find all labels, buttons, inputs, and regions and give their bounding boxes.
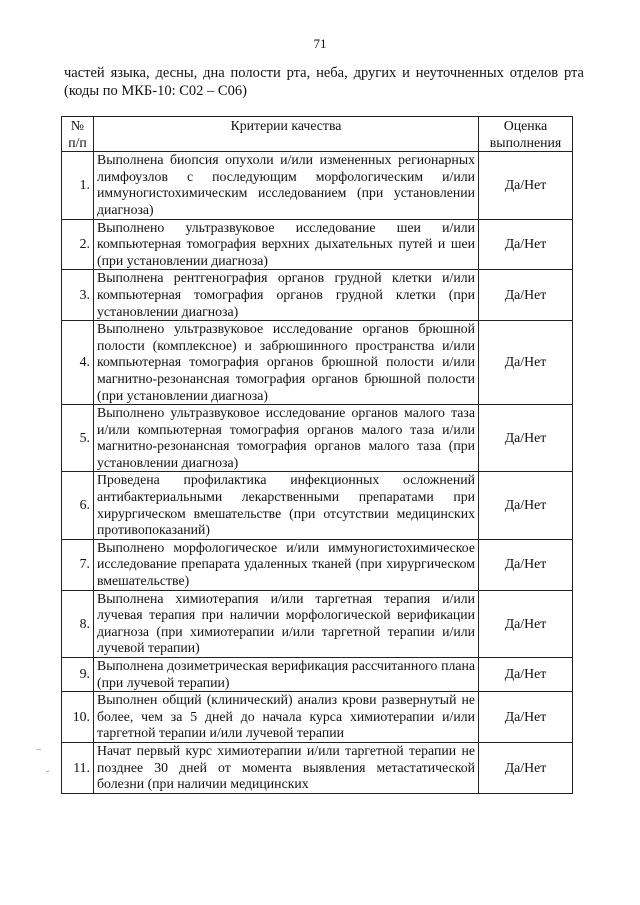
header-evaluation: Оценка выполнения (479, 117, 573, 152)
page-number: 71 (313, 36, 327, 51)
table-row (62, 152, 573, 219)
row-evaluation: Да/Нет (479, 539, 573, 590)
row-criteria: Начат первый курс химиотерапии и/или таргетной терапии не позднее 30 дней от момента выявления метастатической болезни (при наличии медицинских (94, 742, 479, 793)
table-row (62, 590, 573, 657)
header-criteria: Критерии качества (94, 117, 479, 152)
row-number: 5. (62, 405, 94, 472)
table-row (62, 658, 573, 692)
row-evaluation: Да/Нет (479, 321, 573, 405)
table-row (62, 539, 573, 590)
table-header-row (62, 117, 573, 152)
row-evaluation: Да/Нет (479, 152, 573, 219)
row-evaluation: Да/Нет (479, 658, 573, 692)
row-criteria: Выполнено ультразвуковое исследование органов малого таза и/или компьютерная томография органов малого таза и/или магнитно-резонансная томография органов малого таза (при установлении диагноза) (94, 405, 479, 472)
row-number: 9. (62, 658, 94, 692)
row-criteria: Выполнено морфологическое и/или иммуногистохимическое исследование препарата удаленных тканей (при хирургическом вмешательстве) (94, 539, 479, 590)
table-row (62, 219, 573, 270)
row-criteria: Выполнена дозиметрическая верификация рассчитанного плана (при лучевой терапии) (94, 658, 479, 692)
table-row (62, 321, 573, 405)
row-number: 11. (62, 742, 94, 793)
row-evaluation: Да/Нет (479, 472, 573, 539)
row-criteria: Выполнена химиотерапия и/или таргетная терапия и/или лучевая терапия при наличии морфологической верификации диагноза (при химиотерапии и/или таргетной терапии и/или лучевой терапии) (94, 590, 479, 657)
row-number: 2. (62, 219, 94, 270)
row-number: 7. (62, 539, 94, 590)
row-number: 6. (62, 472, 94, 539)
quality-criteria-table (61, 116, 573, 794)
row-criteria: Проведена профилактика инфекционных осложнений антибактериальными лекарственными препаратами при хирургическом вмешательстве (при отсутствии медицинских противопоказаний) (94, 472, 479, 539)
row-evaluation: Да/Нет (479, 742, 573, 793)
margin-mark: - (46, 766, 50, 777)
intro-paragraph: частей языка, десны, дна полости рта, неба, других и неуточненных отделов рта (коды по МКБ-10: С02 – С06) (64, 65, 584, 99)
row-criteria: Выполнена биопсия опухоли и/или измененных регионарных лимфоузлов с последующим морфологическим и/или иммуногистохимическим исследованием (при установлении диагноза) (94, 152, 479, 219)
row-criteria: Выполнена рентгенография органов грудной клетки и/или компьютерная томография органов грудной клетки (при установлении диагноза) (94, 270, 479, 321)
row-evaluation: Да/Нет (479, 270, 573, 321)
row-number: 1. (62, 152, 94, 219)
margin-mark: – (36, 744, 41, 755)
row-number: 3. (62, 270, 94, 321)
row-number: 8. (62, 590, 94, 657)
row-number: 10. (62, 692, 94, 743)
row-evaluation: Да/Нет (479, 405, 573, 472)
row-criteria: Выполнен общий (клинический) анализ крови развернутый не более, чем за 5 дней до начала курса химиотерапии и/или таргетной терапии и/или лучевой терапии (94, 692, 479, 743)
header-number: № п/п (62, 117, 94, 152)
table-row (62, 270, 573, 321)
row-number: 4. (62, 321, 94, 405)
row-criteria: Выполнено ультразвуковое исследование органов брюшной полости (комплексное) и забрюшинного пространства и/или компьютерная томография органов брюшной полости и/или магнитно-резонансная томография органов брюшной полости (при установлении диагноза) (94, 321, 479, 405)
row-evaluation: Да/Нет (479, 219, 573, 270)
table-row (62, 405, 573, 472)
table-row (62, 692, 573, 743)
row-evaluation: Да/Нет (479, 590, 573, 657)
table-row (62, 742, 573, 793)
table-row (62, 472, 573, 539)
row-evaluation: Да/Нет (479, 692, 573, 743)
row-criteria: Выполнено ультразвуковое исследование шеи и/или компьютерная томография верхних дыхательных путей и шеи (при установлении диагноза) (94, 219, 479, 270)
